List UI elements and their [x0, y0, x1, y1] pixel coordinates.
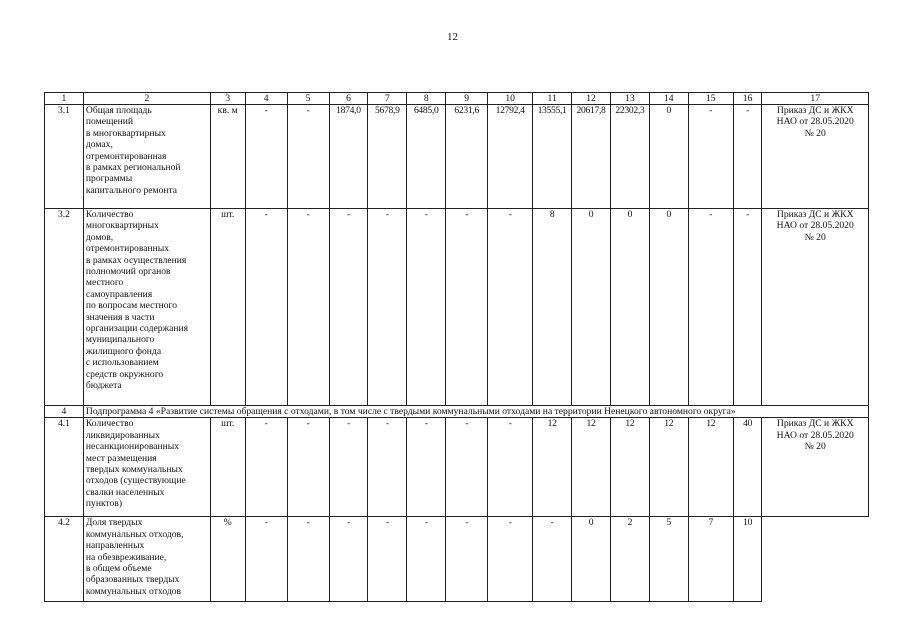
value-cell: -	[446, 209, 488, 406]
value-cell: -	[446, 517, 488, 602]
value-cell: -	[533, 517, 572, 602]
indicator-name	[83, 209, 210, 406]
text-line: Общая площадь	[85, 105, 152, 116]
text-line: Приказ ДС и ЖКХ	[776, 418, 854, 430]
text-line: отходов (существующие	[85, 475, 186, 487]
source	[762, 105, 869, 209]
value-cell: 0	[649, 105, 688, 209]
row-number: 4.1	[45, 418, 84, 517]
text-line: направленных	[85, 540, 145, 552]
column-number: 1	[45, 93, 84, 105]
value-cell: -	[245, 209, 287, 406]
value-cell: -	[329, 209, 368, 406]
value-cell: 0	[649, 209, 688, 406]
text-line: коммунальных отходов	[85, 585, 182, 597]
text-line: Доля твердых	[85, 517, 143, 529]
text-line: домах,	[85, 139, 113, 151]
text-line: № 20	[804, 231, 826, 243]
value-cell: -	[329, 517, 368, 602]
column-number: 14	[649, 93, 688, 105]
value-cell: -	[733, 105, 762, 209]
text-line: многоквартирных	[85, 220, 159, 232]
text-line: твердых коммунальных	[85, 464, 183, 476]
column-number: 15	[688, 93, 733, 105]
text-line: самоуправления	[85, 288, 153, 300]
text-line: в многоквартирных	[85, 127, 166, 139]
table-row	[45, 418, 869, 517]
value-cell: 8	[533, 209, 572, 406]
text-line: НАО от 28.05.2020	[776, 429, 854, 441]
value-cell: -	[287, 517, 329, 602]
unit: шт.	[210, 418, 245, 517]
text-line: по вопросам местного	[85, 300, 177, 312]
value-cell: 12792,4	[488, 105, 533, 209]
source	[762, 209, 869, 406]
value-cell: -	[245, 418, 287, 517]
text-line: бюджета	[85, 380, 122, 392]
row-number: 3.2	[45, 209, 84, 406]
value-cell: -	[488, 517, 533, 602]
value-cell: -	[407, 517, 446, 602]
value-cell: 13555,1	[533, 105, 572, 209]
value-cell: -	[329, 418, 368, 517]
value-cell: 5678,9	[368, 105, 407, 209]
indicator-name	[83, 418, 210, 517]
text-line: НАО от 28.05.2020	[776, 116, 854, 128]
text-line: несанкционированных	[85, 441, 180, 453]
text-line: отремонтированных	[85, 243, 170, 255]
text-line: капитального ремонта	[85, 184, 178, 196]
value-cell: 0	[610, 209, 649, 406]
value-cell: 0	[572, 517, 611, 602]
value-cell: -	[446, 418, 488, 517]
table-row	[45, 105, 869, 209]
value-cell: 6231,6	[446, 105, 488, 209]
text-line: Количество	[85, 418, 134, 430]
column-number: 10	[488, 93, 533, 105]
text-line: жилищного фонда	[85, 345, 162, 357]
column-number: 8	[407, 93, 446, 105]
column-number: 13	[610, 93, 649, 105]
value-cell: -	[287, 209, 329, 406]
text-line: в рамках региональной	[85, 162, 181, 174]
unit: кв. м	[210, 105, 245, 209]
value-cell: -	[368, 517, 407, 602]
value-cell: 12	[649, 418, 688, 517]
table-row	[45, 517, 869, 602]
value-cell: 12	[688, 418, 733, 517]
header-row	[45, 93, 869, 105]
text-line: свалки населенных	[85, 486, 165, 498]
value-cell: -	[368, 209, 407, 406]
value-cell: 20617,8	[572, 105, 611, 209]
value-cell: 12	[533, 418, 572, 517]
text-line: местного	[85, 277, 124, 289]
column-number: 17	[762, 93, 869, 105]
text-line: Приказ ДС и ЖКХ	[776, 105, 854, 116]
subprogram-number: 4	[45, 406, 84, 418]
source	[762, 418, 869, 517]
text-line: коммунальных отходов,	[85, 528, 184, 540]
table-row	[45, 209, 869, 406]
value-cell: -	[688, 105, 733, 209]
column-number: 7	[368, 93, 407, 105]
text-line: № 20	[804, 127, 826, 139]
value-cell: -	[488, 418, 533, 517]
page-number: 12	[447, 31, 458, 43]
value-cell: 40	[733, 418, 762, 517]
value-cell: 12	[610, 418, 649, 517]
value-cell: -	[407, 209, 446, 406]
subprogram-row	[45, 406, 869, 418]
value-cell: 12	[572, 418, 611, 517]
column-number: 16	[733, 93, 762, 105]
text-line: на обезвреживание,	[85, 551, 167, 563]
value-cell: -	[245, 105, 287, 209]
column-number: 5	[287, 93, 329, 105]
unit: %	[210, 517, 245, 602]
value-cell: 6485,0	[407, 105, 446, 209]
text-line: помещений	[85, 116, 134, 128]
value-cell: -	[407, 418, 446, 517]
unit: шт.	[210, 209, 245, 406]
column-number: 11	[533, 93, 572, 105]
indicator-name	[83, 105, 210, 209]
text-line: НАО от 28.05.2020	[776, 220, 854, 232]
text-line: муниципального	[85, 334, 155, 346]
indicator-name	[83, 517, 210, 602]
text-line: Приказ ДС и ЖКХ	[776, 209, 854, 220]
value-cell: 22302,3	[610, 105, 649, 209]
text-line: пунктов)	[85, 498, 123, 510]
column-number: 6	[329, 93, 368, 105]
text-line: средств окружного	[85, 368, 164, 380]
text-line: отремонтированная	[85, 150, 167, 162]
value-cell: -	[688, 209, 733, 406]
value-cell: -	[488, 209, 533, 406]
row-number: 3.1	[45, 105, 84, 209]
empty-source	[762, 517, 869, 602]
text-line: программы	[85, 173, 133, 185]
text-line: значения в части	[85, 311, 155, 323]
value-cell: -	[733, 209, 762, 406]
indicators-table	[44, 92, 869, 602]
value-cell: 2	[610, 517, 649, 602]
text-line: № 20	[804, 441, 826, 453]
text-line: в рамках осуществления	[85, 254, 187, 266]
value-cell: 5	[649, 517, 688, 602]
column-number: 4	[245, 93, 287, 105]
column-number: 3	[210, 93, 245, 105]
value-cell: -	[245, 517, 287, 602]
value-cell: -	[368, 418, 407, 517]
value-cell: -	[287, 418, 329, 517]
text-line: домов,	[85, 231, 114, 243]
value-cell: 1874,0	[329, 105, 368, 209]
column-number: 2	[83, 93, 210, 105]
value-cell: 7	[688, 517, 733, 602]
text-line: мест размещения	[85, 452, 157, 464]
column-number: 12	[572, 93, 611, 105]
text-line: в общем объеме	[85, 563, 152, 575]
value-cell: -	[287, 105, 329, 209]
text-line: с использованием	[85, 357, 159, 369]
row-number: 4.2	[45, 517, 84, 602]
text-line: образованных твердых	[85, 574, 180, 586]
value-cell: 0	[572, 209, 611, 406]
text-line: полномочий органов	[85, 266, 171, 278]
value-cell: 10	[733, 517, 762, 602]
column-number: 9	[446, 93, 488, 105]
text-line: организации содержания	[85, 323, 189, 335]
text-line: ликвидированных	[85, 429, 160, 441]
text-line: Количество	[85, 209, 134, 220]
subprogram-title: Подпрограмма 4 «Развитие системы обращения с отходами, в том числе с твердыми коммунальными отходами на территории Ненецкого автономного округа»	[83, 406, 868, 418]
